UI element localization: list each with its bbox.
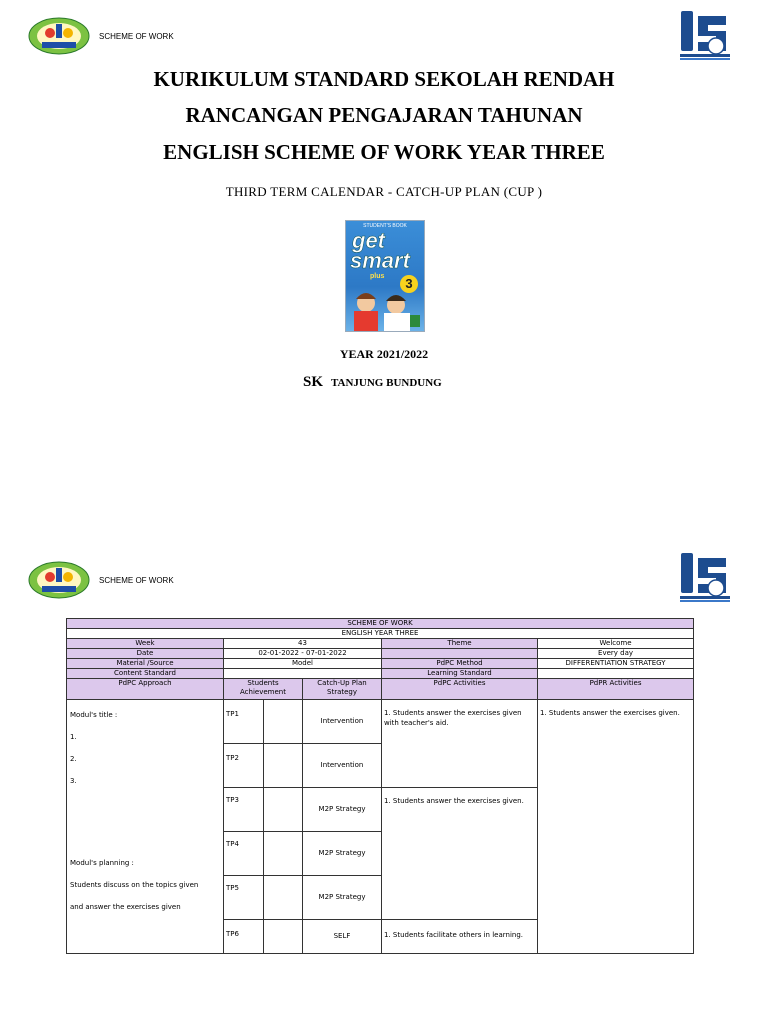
activity-cell-1: 1. Students answer the exercises given with teacher's aid. xyxy=(382,700,538,788)
school-prefix: SK xyxy=(303,374,324,390)
activity-cell-2: 1. Students answer the exercises given. xyxy=(382,788,538,920)
school-logo-page2 xyxy=(28,560,90,600)
activity-cell-3: 1. Students facilitate others in learning. xyxy=(382,920,538,954)
school-name-text: TANJUNG BUNDUNG xyxy=(331,377,442,389)
academic-year: YEAR 2021/2022 xyxy=(339,347,429,361)
cover-brand-smart: smart xyxy=(350,248,410,273)
pdpr-activity-cell: 1. Students answer the exercises given. xyxy=(538,700,694,954)
scheme-of-work-table xyxy=(66,618,694,954)
date-label: Date xyxy=(67,649,224,659)
header-pdpc-approach: PdPC Approach xyxy=(67,679,224,700)
header-pdpc-activities: PdPC Activities xyxy=(382,679,538,700)
content-standard-label: Content Standard xyxy=(67,669,224,679)
week-value: 43 xyxy=(224,639,382,649)
table-title: SCHEME OF WORK xyxy=(67,619,694,629)
title-line-3: ENGLISH SCHEME OF WORK YEAR THREE xyxy=(163,140,605,164)
strategy-cell-6: SELF xyxy=(303,920,382,954)
cover-kids-illustration xyxy=(346,287,424,331)
tp-cell-4: TP4 xyxy=(224,832,264,876)
week-label: Week xyxy=(67,639,224,649)
title-line-2: RANCANGAN PENGAJARAN TAHUNAN xyxy=(185,103,583,127)
pdpc-approach-cell xyxy=(67,700,224,954)
cover-number: 3 xyxy=(400,275,418,293)
pdpc-method-label: PdPC Method xyxy=(382,659,538,669)
textbook-cover: STUDENT'S BOOK get smart plus 3 xyxy=(345,220,425,332)
table-subtitle: ENGLISH YEAR THREE xyxy=(67,629,694,639)
learning-standard-label: Learning Standard xyxy=(382,669,538,679)
date-value: 02-01-2022 - 07-01-2022 xyxy=(224,649,382,659)
title-line-1: KURIKULUM STANDARD SEKOLAH RENDAH xyxy=(153,67,615,91)
tp-cell-5: TP5 xyxy=(224,876,264,920)
planning-line-2: and answer the exercises given xyxy=(70,903,181,911)
cover-plus: plus xyxy=(370,273,385,280)
header-catch-up-strategy: Catch-Up Plan Strategy xyxy=(303,679,382,700)
pdpc-method-value: DIFFERENTIATION STRATEGY xyxy=(538,659,694,669)
tp-cell-1: TP1 xyxy=(224,700,264,744)
strategy-cell-4: M2P Strategy xyxy=(303,832,382,876)
strategy-cell-2: Intervention xyxy=(303,744,382,788)
theme-value: Welcome xyxy=(538,639,694,649)
header-label: SCHEME OF WORK xyxy=(99,32,174,41)
tp-cell-6: TP6 xyxy=(224,920,264,954)
tp-cell-3: TP3 xyxy=(224,788,264,832)
ministry-logo xyxy=(678,8,732,62)
planning-line-1: Students discuss on the topics given xyxy=(70,881,199,889)
subtitle: THIRD TERM CALENDAR - CATCH-UP PLAN (CUP ) xyxy=(225,184,543,199)
ministry-logo-page2 xyxy=(678,550,732,604)
cover-brand-get: get xyxy=(352,228,385,253)
list-item-1: 1. xyxy=(70,733,77,741)
list-item-2: 2. xyxy=(70,755,77,763)
modul-planning: Modul's planning : xyxy=(70,859,134,867)
material-label: Material /Source xyxy=(67,659,224,669)
material-value: Model xyxy=(224,659,382,669)
school-name xyxy=(303,373,442,391)
list-item-3: 3. xyxy=(70,777,77,785)
header-pdpr-activities: PdPR Activities xyxy=(538,679,694,700)
strategy-cell-3: M2P Strategy xyxy=(303,788,382,832)
theme-label: Theme xyxy=(382,639,538,649)
modul-title: Modul's title : xyxy=(70,711,118,719)
header-students-achievement: Students Achievement xyxy=(224,679,303,700)
school-logo xyxy=(28,16,90,56)
date-right-value: Every day xyxy=(538,649,694,659)
header-label-page2: SCHEME OF WORK xyxy=(99,576,174,585)
strategy-cell-1: Intervention xyxy=(303,700,382,744)
strategy-cell-5: M2P Strategy xyxy=(303,876,382,920)
tp-cell-2: TP2 xyxy=(224,744,264,788)
